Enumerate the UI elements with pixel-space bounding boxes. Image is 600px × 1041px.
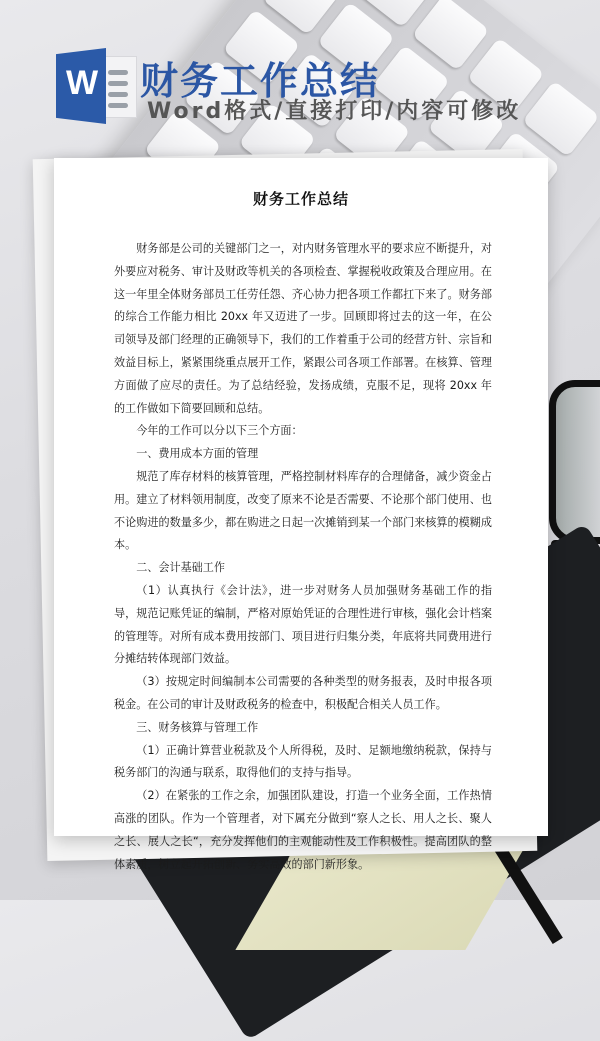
section-heading-1: 一、费用成本方面的管理 xyxy=(136,447,259,461)
paragraph-accounting-3: （3）按规定时间编制本公司需要的各种类型的财务报表，及时申报各项税金。在公司的审计及财政税务的检查中，积极配合相关人员工作。 xyxy=(114,675,492,711)
document-title: 财务工作总结 xyxy=(252,190,349,208)
banner-subtitle: Word格式/直接打印/内容可修改 xyxy=(147,99,522,124)
paragraph-intro: 财务部是公司的关键部门之一，对内财务管理水平的要求应不断提升，对外要应对税务、审计及财政等机关的各项检查、掌握税收政策及合理应用。在这一年里全体财务部员工任劳任怨、齐心协力把各项工作都扛下来了。财务部的综合工作能力相比 20xx 年又迈进了一步。回顾即将过去的这一年，在公司领导及部门经理的正确领导下，我们的工作着重于公司的经营方针、宗旨和效益目标上，紧紧围绕重点展开工作，紧跟公司各项工作部署。在核算、管理方面做了应尽的责任。为了总结经验，发扬成绩，克服不足，现将 20xx 年的工作做如下简要回顾和总结。 xyxy=(114,242,492,415)
banner-title: 财务工作总结 xyxy=(140,59,381,103)
word-icon xyxy=(56,48,136,124)
paragraph-accounting-1: （1）认真执行《会计法》，进一步对财务人员加强财务基础工作的指导，规范记账凭证的编制，严格对原始凭证的合理性进行审核，强化会计档案的管理等。对所有成本费用按部门、项目进行归集分类，年底将共同费用进行分摊结转体现部门效益。 xyxy=(114,583,492,666)
word-icon-letter: W xyxy=(65,64,99,102)
paragraph-cost-management: 规范了库存材料的核算管理，严格控制材料库存的合理储备，减少资金占用。建立了材料领用制度，改变了原来不论是否需要、不论那个部门使用、也不论购进的数量多少，都在购进之日起一次摊销到某一个部门来核算的模糊成本。 xyxy=(114,469,492,552)
paragraph-team-2: （2）在紧张的工作之余，加强团队建设，打造一个业务全面，工作热情高涨的团队。作为一个管理者，对下属充分做到“察人之长、用人之长、聚人之长、展人之长“，充分发挥他们的主观能动性及工作积极性。提高团队的整体素质，树立起开拓创新、务实高效的部门新形象。 xyxy=(114,789,492,871)
document-page xyxy=(54,158,548,871)
section-heading-3: 三、财务核算与管理工作 xyxy=(136,720,259,734)
paragraph-tax-1: （1）正确计算营业税款及个人所得税，及时、足额地缴纳税款，保持与税务部门的沟通与联系，取得他们的支持与指导。 xyxy=(114,743,492,780)
document-body xyxy=(114,238,492,876)
paragraph-overview: 今年的工作可以分以下三个方面： xyxy=(136,424,303,438)
section-heading-2: 二、会计基础工作 xyxy=(136,561,225,575)
